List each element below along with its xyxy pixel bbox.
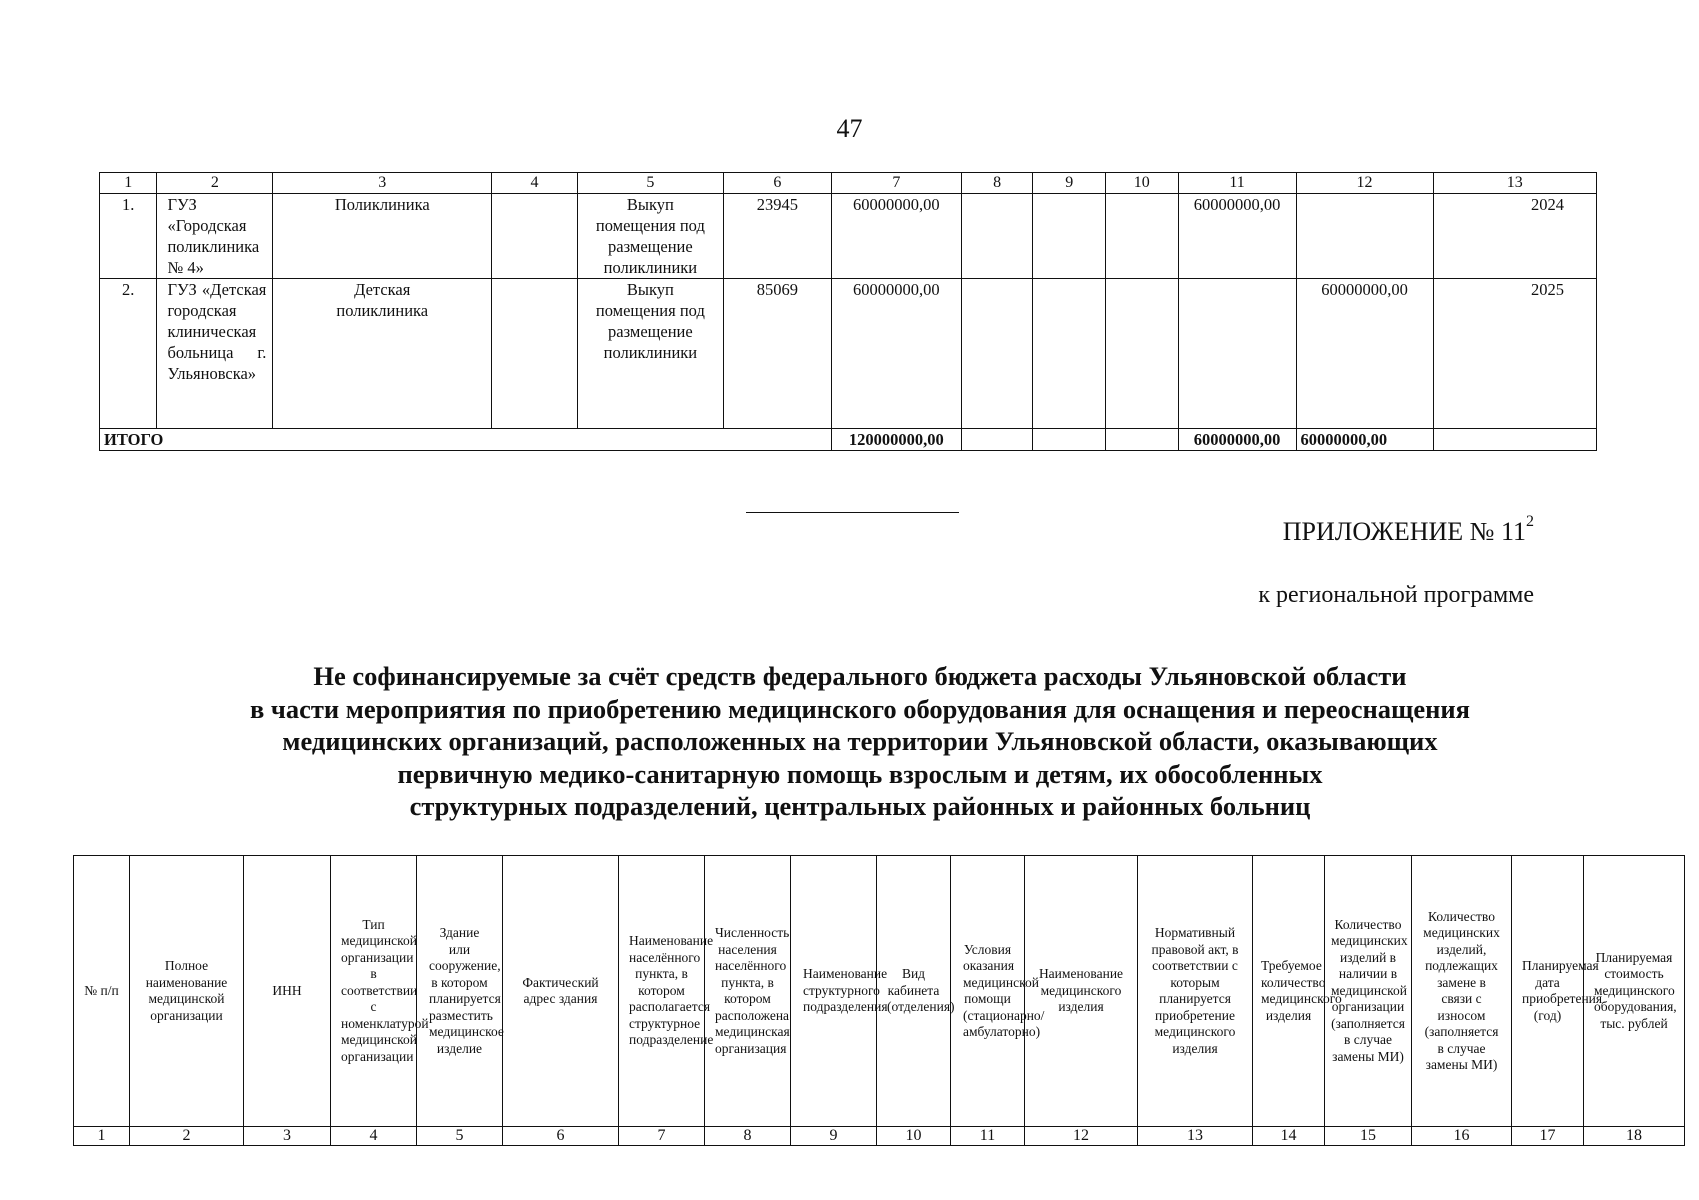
cell — [492, 279, 578, 429]
organization-type: Поликлиника — [273, 194, 492, 279]
cell — [1033, 194, 1106, 279]
appendix-subtitle: к региональной программе — [1258, 582, 1534, 608]
appendix-heading — [1282, 513, 1534, 547]
column-number: 13 — [1433, 173, 1596, 194]
section-title-line: Не софинансируемые за счёт средств федерального бюджета расходы Ульяновской области — [313, 661, 1407, 691]
column-number: 4 — [331, 1127, 417, 1146]
section-title — [120, 660, 1600, 823]
column-number: 9 — [1033, 173, 1106, 194]
cell — [1105, 194, 1178, 279]
table-row — [100, 279, 1597, 429]
section-divider — [746, 512, 959, 513]
column-number: 5 — [417, 1127, 503, 1146]
column-number: 11 — [951, 1127, 1025, 1146]
table-row — [100, 194, 1597, 279]
column-number-row — [74, 1127, 1685, 1146]
table-header-row — [100, 173, 1597, 194]
column-number: 4 — [492, 173, 578, 194]
year-value: 2025 — [1433, 279, 1596, 429]
column-number: 6 — [503, 1127, 619, 1146]
area-value: 23945 — [723, 194, 831, 279]
cell — [1433, 429, 1596, 451]
total-amount: 120000000,00 — [831, 429, 961, 451]
column-number: 11 — [1178, 173, 1296, 194]
cell — [1033, 279, 1106, 429]
column-number: 3 — [244, 1127, 331, 1146]
column-header: Требуемое количество медицинского изделия — [1253, 856, 1325, 1127]
column-header: Количество медицинских изделий в наличии в медицинской организации (заполняется в случае замены МИ) — [1325, 856, 1412, 1127]
equipment-table — [73, 855, 1685, 1146]
cell — [961, 194, 1033, 279]
column-header: Здание или сооружение, в котором планируется разместить медицинское изделие — [417, 856, 503, 1127]
column-header: Полное наименование медицинской организации — [130, 856, 244, 1127]
column-number: 1 — [100, 173, 157, 194]
purpose: Выкуп помещения под размещение поликлиники — [577, 279, 723, 429]
column-number: 10 — [1105, 173, 1178, 194]
page-number: 47 — [836, 114, 863, 143]
column-number: 8 — [705, 1127, 791, 1146]
table-header-row — [74, 856, 1685, 1127]
amount-value — [1178, 279, 1296, 429]
organization-name: ГУЗ «Городская поликлиника № 4» — [157, 194, 273, 279]
amount-value: 60000000,00 — [1178, 194, 1296, 279]
section-title-line: в части мероприятия по приобретению медицинского оборудования для оснащения и переоснащения — [250, 693, 1470, 724]
column-header: Вид кабинета (отделения) — [877, 856, 951, 1127]
row-number: 2. — [100, 279, 157, 429]
column-number: 7 — [619, 1127, 705, 1146]
cell — [1105, 279, 1178, 429]
column-header: Фактический адрес здания — [503, 856, 619, 1127]
column-header: Количество медицинских изделий, подлежащих замене в связи с износом (заполняется в случае замены МИ) — [1412, 856, 1512, 1127]
column-header: Условия оказания медицинской помощи (стационарно/амбулаторно) — [951, 856, 1025, 1127]
organization-type: Детская поликлиника — [273, 279, 492, 429]
column-number: 12 — [1296, 173, 1433, 194]
column-number: 2 — [157, 173, 273, 194]
section-title-line: первичную медико-санитарную помощь взрослым и детям, их обособленных — [397, 758, 1323, 789]
column-header: Наименование медицинского изделия — [1025, 856, 1138, 1127]
cell — [1033, 429, 1106, 451]
column-number: 17 — [1512, 1127, 1584, 1146]
funding-table — [99, 172, 1597, 451]
column-number: 12 — [1025, 1127, 1138, 1146]
column-number: 9 — [791, 1127, 877, 1146]
column-header: Наименование населённого пункта, в котором располагается структурное подразделение — [619, 856, 705, 1127]
column-number: 1 — [74, 1127, 130, 1146]
column-number: 10 — [877, 1127, 951, 1146]
appendix-title: ПРИЛОЖЕНИЕ № 11 — [1282, 517, 1526, 546]
amount-value: 60000000,00 — [831, 279, 961, 429]
total-label: ИТОГО — [100, 429, 832, 451]
column-header: Наименование структурного подразделения — [791, 856, 877, 1127]
column-number: 5 — [577, 173, 723, 194]
appendix-superscript: 2 — [1526, 513, 1534, 530]
column-number: 3 — [273, 173, 492, 194]
amount-value: 60000000,00 — [1296, 279, 1433, 429]
area-value: 85069 — [723, 279, 831, 429]
row-number: 1. — [100, 194, 157, 279]
section-title-line: структурных подразделений, центральных районных и районных больниц — [409, 791, 1311, 821]
column-number: 6 — [723, 173, 831, 194]
amount-value: 60000000,00 — [831, 194, 961, 279]
column-header: Планируемая дата приобретения (год) — [1512, 856, 1584, 1127]
column-number: 2 — [130, 1127, 244, 1146]
section-title-line: медицинских организаций, расположенных на территории Ульяновской области, оказывающих — [282, 726, 1438, 756]
column-number: 15 — [1325, 1127, 1412, 1146]
total-amount: 60000000,00 — [1178, 429, 1296, 451]
column-header: № п/п — [74, 856, 130, 1127]
column-header: Нормативный правовой акт, в соответствии с которым планируется приобретение медицинского изделия — [1138, 856, 1253, 1127]
column-number: 16 — [1412, 1127, 1512, 1146]
organization-name: ГУЗ «Детская городская клиническая больница г. Ульяновска» — [157, 279, 273, 429]
column-header: Тип медицинской организации в соответствии с номенклатурой медицинской организации — [331, 856, 417, 1127]
column-header: Численность населения населённого пункта, в котором расположена медицинская организация — [705, 856, 791, 1127]
column-number: 13 — [1138, 1127, 1253, 1146]
purpose: Выкуп помещения под размещение поликлиники — [577, 194, 723, 279]
cell — [1105, 429, 1178, 451]
cell — [961, 279, 1033, 429]
total-amount: 60000000,00 — [1296, 429, 1433, 451]
column-number: 18 — [1584, 1127, 1685, 1146]
amount-value — [1296, 194, 1433, 279]
column-number: 8 — [961, 173, 1033, 194]
cell — [961, 429, 1033, 451]
column-header: Планируемая стоимость медицинского оборудования, тыс. рублей — [1584, 856, 1685, 1127]
year-value: 2024 — [1433, 194, 1596, 279]
total-row — [100, 429, 1597, 451]
cell — [492, 194, 578, 279]
column-header: ИНН — [244, 856, 331, 1127]
column-number: 7 — [831, 173, 961, 194]
column-number: 14 — [1253, 1127, 1325, 1146]
